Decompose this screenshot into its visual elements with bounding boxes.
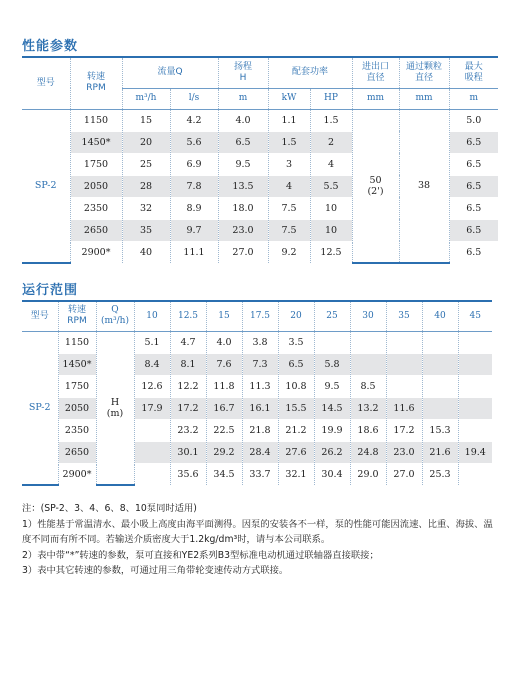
flow-header-cell: 25 <box>314 301 350 331</box>
range-speed-cell: 1450* <box>58 353 96 375</box>
power-hp-cell: 4 <box>310 153 352 175</box>
head-cell: 23.0 <box>218 219 268 241</box>
flow-header-cell: 40 <box>422 301 458 331</box>
range-speed-cell: 2050 <box>58 397 96 419</box>
unit-m3h: m³/h <box>122 88 170 109</box>
flow-ls-cell: 6.9 <box>170 153 218 175</box>
power-kw-cell: 1.5 <box>268 131 310 153</box>
suction-cell: 6.5 <box>449 197 498 219</box>
port-label-2: 直径 <box>366 72 385 83</box>
head-value-cell: 12.2 <box>170 375 206 397</box>
head-value-cell <box>422 353 458 375</box>
model-cell: SP-2 <box>22 109 70 263</box>
head-value-cell: 33.7 <box>242 463 278 485</box>
unit-head-m: m <box>218 88 268 109</box>
power-hp-cell: 1.5 <box>310 109 352 131</box>
head-axis-unit: (m) <box>106 407 124 419</box>
head-value-cell: 6.5 <box>278 353 314 375</box>
head-value-cell: 30.4 <box>314 463 350 485</box>
flow-header-cell: 10 <box>134 301 170 331</box>
flow-header-cell: 20 <box>278 301 314 331</box>
head-value-cell: 23.0 <box>386 441 422 463</box>
range-speed-cell: 2650 <box>58 441 96 463</box>
particle-diameter-cell: 38 <box>399 109 449 263</box>
head-value-cell: 17.2 <box>170 397 206 419</box>
note-2: 2）表中带“*”转速的参数，泵可直接和YE2系列B3型标准电动机通过联轴器直接联接； <box>22 549 379 561</box>
head-value-cell <box>386 375 422 397</box>
col-header-particle <box>399 57 449 88</box>
head-value-cell: 7.3 <box>242 353 278 375</box>
head-value-cell: 27.0 <box>386 463 422 485</box>
suction-cell: 6.5 <box>449 219 498 241</box>
range-speed-label: 转速 <box>67 305 86 316</box>
flow-ls-cell: 11.1 <box>170 241 218 263</box>
flow-ls-cell: 4.2 <box>170 109 218 131</box>
head-value-cell: 19.9 <box>314 419 350 441</box>
head-value-cell <box>458 353 492 375</box>
head-value-cell <box>350 353 386 375</box>
suction-label-1: 最大 <box>464 61 483 72</box>
flow-m3h-cell: 35 <box>122 219 170 241</box>
power-kw-cell: 9.2 <box>268 241 310 263</box>
range-header-speed <box>58 301 96 331</box>
head-value-cell <box>422 397 458 419</box>
speed-cell: 1750 <box>70 153 122 175</box>
notes <box>22 501 497 579</box>
head-value-cell: 13.2 <box>350 397 386 419</box>
flow-ls-cell: 9.7 <box>170 219 218 241</box>
flow-m3h-cell: 25 <box>122 153 170 175</box>
unit-hp: HP <box>310 88 352 109</box>
speed-cell: 2650 <box>70 219 122 241</box>
col-header-head <box>218 57 268 88</box>
head-value-cell: 4.7 <box>170 331 206 353</box>
operating-range-table <box>22 300 492 486</box>
flow-header-cell: 45 <box>458 301 492 331</box>
head-cell: 6.5 <box>218 131 268 153</box>
suction-cell: 5.0 <box>449 109 498 131</box>
flow-ls-cell: 7.8 <box>170 175 218 197</box>
flow-ls-cell: 8.9 <box>170 197 218 219</box>
head-value-cell: 11.3 <box>242 375 278 397</box>
head-value-cell: 18.6 <box>350 419 386 441</box>
flow-header-cell: 15 <box>206 301 242 331</box>
suction-cell: 6.5 <box>449 131 498 153</box>
range-header-model: 型号 <box>22 301 58 331</box>
head-value-cell <box>458 397 492 419</box>
particle-label-1: 通过颗粒 <box>406 61 443 72</box>
head-value-cell: 21.6 <box>422 441 458 463</box>
suction-cell: 6.5 <box>449 175 498 197</box>
unit-particle-mm: mm <box>399 88 449 109</box>
head-value-cell <box>314 331 350 353</box>
head-value-cell <box>134 463 170 485</box>
head-value-cell: 21.2 <box>278 419 314 441</box>
power-hp-cell: 5.5 <box>310 175 352 197</box>
power-kw-cell: 7.5 <box>268 219 310 241</box>
head-cell: 9.5 <box>218 153 268 175</box>
port-diameter-inch: (2') <box>367 185 384 197</box>
note-0: 注：(SP-2、3、4、6、8、10泵同时适用) <box>22 503 197 514</box>
col-header-port <box>352 57 399 88</box>
performance-table <box>22 56 498 264</box>
speed-cell: 2050 <box>70 175 122 197</box>
range-header-q <box>96 301 134 331</box>
table-row <box>22 441 492 463</box>
flow-header-cell: 17.5 <box>242 301 278 331</box>
head-value-cell: 4.0 <box>206 331 242 353</box>
speed-label: 转速 <box>86 72 105 83</box>
head-value-cell <box>350 331 386 353</box>
flow-header-cell: 30 <box>350 301 386 331</box>
flow-m3h-cell: 15 <box>122 109 170 131</box>
power-hp-cell: 10 <box>310 219 352 241</box>
suction-cell: 6.5 <box>449 241 498 263</box>
range-q-unit: (m³/h) <box>101 316 129 327</box>
head-value-cell: 11.6 <box>386 397 422 419</box>
head-value-cell: 15.5 <box>278 397 314 419</box>
table-row <box>22 375 492 397</box>
head-value-cell: 9.5 <box>314 375 350 397</box>
head-axis-label: H <box>110 396 120 408</box>
col-header-speed <box>70 57 122 109</box>
table-row <box>22 463 492 485</box>
col-header-power: 配套功率 <box>268 57 352 88</box>
unit-ls: l/s <box>170 88 218 109</box>
suction-label-2: 吸程 <box>464 72 483 83</box>
power-kw-cell: 1.1 <box>268 109 310 131</box>
particle-label-2: 直径 <box>415 72 434 83</box>
power-kw-cell: 4 <box>268 175 310 197</box>
head-value-cell <box>422 331 458 353</box>
head-value-cell: 8.4 <box>134 353 170 375</box>
head-value-cell: 8.5 <box>350 375 386 397</box>
table-row <box>22 397 492 419</box>
head-value-cell: 7.6 <box>206 353 242 375</box>
head-value-cell: 25.3 <box>422 463 458 485</box>
power-hp-cell: 12.5 <box>310 241 352 263</box>
flow-m3h-cell: 28 <box>122 175 170 197</box>
head-value-cell: 17.2 <box>386 419 422 441</box>
head-value-cell: 10.8 <box>278 375 314 397</box>
head-value-cell: 19.4 <box>458 441 492 463</box>
head-value-cell <box>134 419 170 441</box>
power-hp-cell: 2 <box>310 131 352 153</box>
head-label: 扬程 <box>233 61 252 72</box>
head-cell: 18.0 <box>218 197 268 219</box>
head-value-cell: 26.2 <box>314 441 350 463</box>
head-value-cell: 16.7 <box>206 397 242 419</box>
head-value-cell: 27.6 <box>278 441 314 463</box>
port-diameter-value: 50 <box>369 174 382 186</box>
head-cell: 27.0 <box>218 241 268 263</box>
unit-kw: kW <box>268 88 310 109</box>
speed-cell: 2350 <box>70 197 122 219</box>
head-value-cell: 12.6 <box>134 375 170 397</box>
section-title-operating-range: 运行范围 <box>22 283 79 298</box>
head-value-cell <box>458 419 492 441</box>
port-label-1: 进出口 <box>362 61 390 72</box>
speed-unit: RPM <box>86 83 106 94</box>
range-q-label: Q <box>111 305 119 316</box>
flow-header-cell: 35 <box>386 301 422 331</box>
head-value-cell: 30.1 <box>170 441 206 463</box>
suction-cell: 6.5 <box>449 153 498 175</box>
head-unit: H <box>239 72 247 83</box>
head-value-cell: 34.5 <box>206 463 242 485</box>
head-axis-cell <box>96 331 134 485</box>
head-value-cell: 23.2 <box>170 419 206 441</box>
head-value-cell: 5.8 <box>314 353 350 375</box>
range-speed-unit: RPM <box>67 316 87 327</box>
range-model-cell: SP-2 <box>22 331 58 485</box>
power-kw-cell: 3 <box>268 153 310 175</box>
flow-ls-cell: 5.6 <box>170 131 218 153</box>
head-value-cell <box>458 331 492 353</box>
speed-cell: 1150 <box>70 109 122 131</box>
range-speed-cell: 2900* <box>58 463 96 485</box>
table-row <box>22 419 492 441</box>
head-value-cell: 32.1 <box>278 463 314 485</box>
head-value-cell: 16.1 <box>242 397 278 419</box>
col-header-model: 型号 <box>22 57 70 109</box>
head-value-cell <box>386 331 422 353</box>
head-value-cell <box>134 441 170 463</box>
section-title-performance: 性能参数 <box>22 39 79 54</box>
flow-m3h-cell: 20 <box>122 131 170 153</box>
head-cell: 4.0 <box>218 109 268 131</box>
head-value-cell: 35.6 <box>170 463 206 485</box>
power-kw-cell: 7.5 <box>268 197 310 219</box>
head-value-cell <box>386 353 422 375</box>
range-speed-cell: 1750 <box>58 375 96 397</box>
head-value-cell: 3.5 <box>278 331 314 353</box>
head-value-cell: 17.9 <box>134 397 170 419</box>
flow-m3h-cell: 32 <box>122 197 170 219</box>
head-cell: 13.5 <box>218 175 268 197</box>
speed-cell: 2900* <box>70 241 122 263</box>
port-diameter-cell <box>352 109 399 263</box>
head-value-cell <box>458 375 492 397</box>
head-value-cell: 5.1 <box>134 331 170 353</box>
unit-port-mm: mm <box>352 88 399 109</box>
speed-cell: 1450* <box>70 131 122 153</box>
head-value-cell: 11.8 <box>206 375 242 397</box>
head-value-cell: 24.8 <box>350 441 386 463</box>
table-row <box>22 353 492 375</box>
head-value-cell: 28.4 <box>242 441 278 463</box>
head-value-cell <box>458 463 492 485</box>
range-speed-cell: 1150 <box>58 331 96 353</box>
note-1: 1）性能基于常温清水、最小吸上高度由海平面测得。因泵的安装各不一样，泵的性能可能因流速、比重、海拔、温度不同而有所不同。若输送介质密度大于1.2kg/dm³时，请与本公司联系。 <box>22 518 493 546</box>
head-value-cell: 3.8 <box>242 331 278 353</box>
head-value-cell: 21.8 <box>242 419 278 441</box>
note-3: 3）表中其它转速的参数，可通过用三角带轮变速传动方式联接。 <box>22 565 289 577</box>
head-value-cell <box>422 375 458 397</box>
table-row <box>22 331 492 353</box>
range-speed-cell: 2350 <box>58 419 96 441</box>
table-row <box>22 109 498 131</box>
unit-suction-m: m <box>449 88 498 109</box>
col-header-flow: 流量Q <box>122 57 218 88</box>
head-value-cell: 29.2 <box>206 441 242 463</box>
head-value-cell: 8.1 <box>170 353 206 375</box>
col-header-suction <box>449 57 498 88</box>
head-value-cell: 15.3 <box>422 419 458 441</box>
power-hp-cell: 10 <box>310 197 352 219</box>
flow-header-cell: 12.5 <box>170 301 206 331</box>
head-value-cell: 22.5 <box>206 419 242 441</box>
head-value-cell: 14.5 <box>314 397 350 419</box>
flow-m3h-cell: 40 <box>122 241 170 263</box>
head-value-cell: 29.0 <box>350 463 386 485</box>
